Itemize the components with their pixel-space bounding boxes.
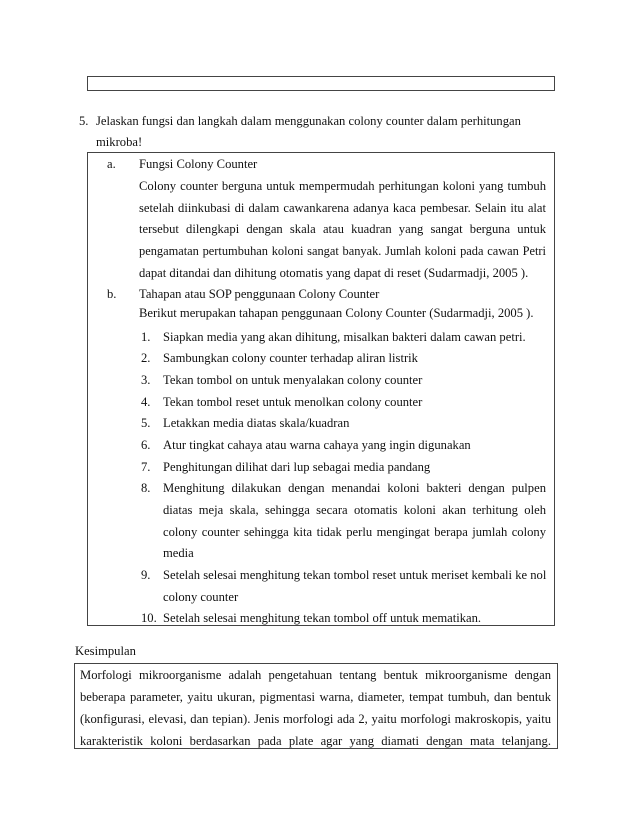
step-text: Letakkan media diatas skala/kuadran [163, 416, 350, 430]
answer-b-marker: b. [107, 287, 117, 301]
answer-a-line-3: tersebut dilengkapi dengan skala atau kuadran yang sangat berguna untuk [139, 222, 546, 236]
step-number: 3. [141, 373, 151, 387]
conclusion-line-4: karakteristik koloni berdasarkan pada plate agar yang diamati dengan mata telanjang. [80, 734, 551, 748]
step-text: media [163, 546, 194, 560]
step-text: Menghitung dilakukan dengan menandai koloni bakteri dengan pulpen [163, 481, 546, 495]
question-text-line-2: mikroba! [96, 135, 143, 149]
answer-b-intro: Berikut merupakan tahapan penggunaan Colony Counter (Sudarmadji, 2005 ). [139, 306, 534, 320]
step-number: 2. [141, 351, 151, 365]
step-text: Tekan tombol on untuk menyalakan colony counter [163, 373, 423, 387]
conclusion-heading: Kesimpulan [75, 644, 136, 658]
step-text: Penghitungan dilihat dari lup sebagai media pandang [163, 460, 431, 474]
question-number: 5. [79, 114, 89, 128]
step-number: 1. [141, 330, 151, 344]
answer-a-line-4: pengamatan pertumbuhan koloni sangat banyak. Jumlah koloni pada cawan Petri [139, 244, 546, 258]
step-text: colony counter [163, 590, 239, 604]
step-text: Tekan tombol reset untuk menolkan colony counter [163, 395, 423, 409]
conclusion-line-3: (konfigurasi, elevasi, dan tepian). Jenis morfologi ada 2, yaitu morfologi makroskopis, yaitu [80, 712, 551, 726]
step-number: 7. [141, 460, 151, 474]
answer-a-line-1: Colony counter berguna untuk mempermudah perhitungan koloni yang tumbuh [139, 179, 546, 193]
step-text: diatas meja skala, sehingga secara otomatis koloni akan terhitung oleh [163, 503, 546, 517]
step-number: 6. [141, 438, 151, 452]
step-text: Setelah selesai menghitung tekan tombol reset untuk meriset kembali ke nol [163, 568, 547, 582]
question-text-line-1: Jelaskan fungsi dan langkah dalam menggunakan colony counter dalam perhitungan [96, 114, 521, 128]
step-text: Atur tingkat cahaya atau warna cahaya yang ingin digunakan [163, 438, 471, 452]
step-number: 10. [141, 611, 157, 625]
answer-b-heading: Tahapan atau SOP penggunaan Colony Counter [139, 287, 380, 301]
answer-a-marker: a. [107, 157, 116, 171]
answer-a-line-2: setelah diinkubasi di dalam cawankarena adanya kaca pembesar. Selain itu alat [139, 201, 546, 215]
conclusion-line-1: Morfologi mikroorganisme adalah pengetahuan tentang bentuk mikroorganisme dengan [80, 668, 551, 682]
step-text: colony counter sehingga kita tidak perlu mengingat berapa jumlah colony [163, 525, 546, 539]
answer-a-heading: Fungsi Colony Counter [139, 157, 258, 171]
step-number: 8. [141, 481, 151, 495]
step-text: Sambungkan colony counter terhadap aliran listrik [163, 351, 418, 365]
step-number: 4. [141, 395, 151, 409]
empty-answer-box [87, 76, 555, 91]
conclusion-line-2: beberapa parameter, yaitu ukuran, pigmentasi warna, diameter, tempat tumbuh, dan bentuk [80, 690, 551, 704]
step-text: Setelah selesai menghitung tekan tombol off untuk mematikan. [163, 611, 482, 625]
step-text: Siapkan media yang akan dihitung, misalkan bakteri dalam cawan petri. [163, 330, 526, 344]
answer-a-line-5: dapat ditandai dan dihitung otomatis yang dapat di reset (Sudarmadji, 2005 ). [139, 266, 529, 280]
step-number: 5. [141, 416, 151, 430]
step-number: 9. [141, 568, 151, 582]
